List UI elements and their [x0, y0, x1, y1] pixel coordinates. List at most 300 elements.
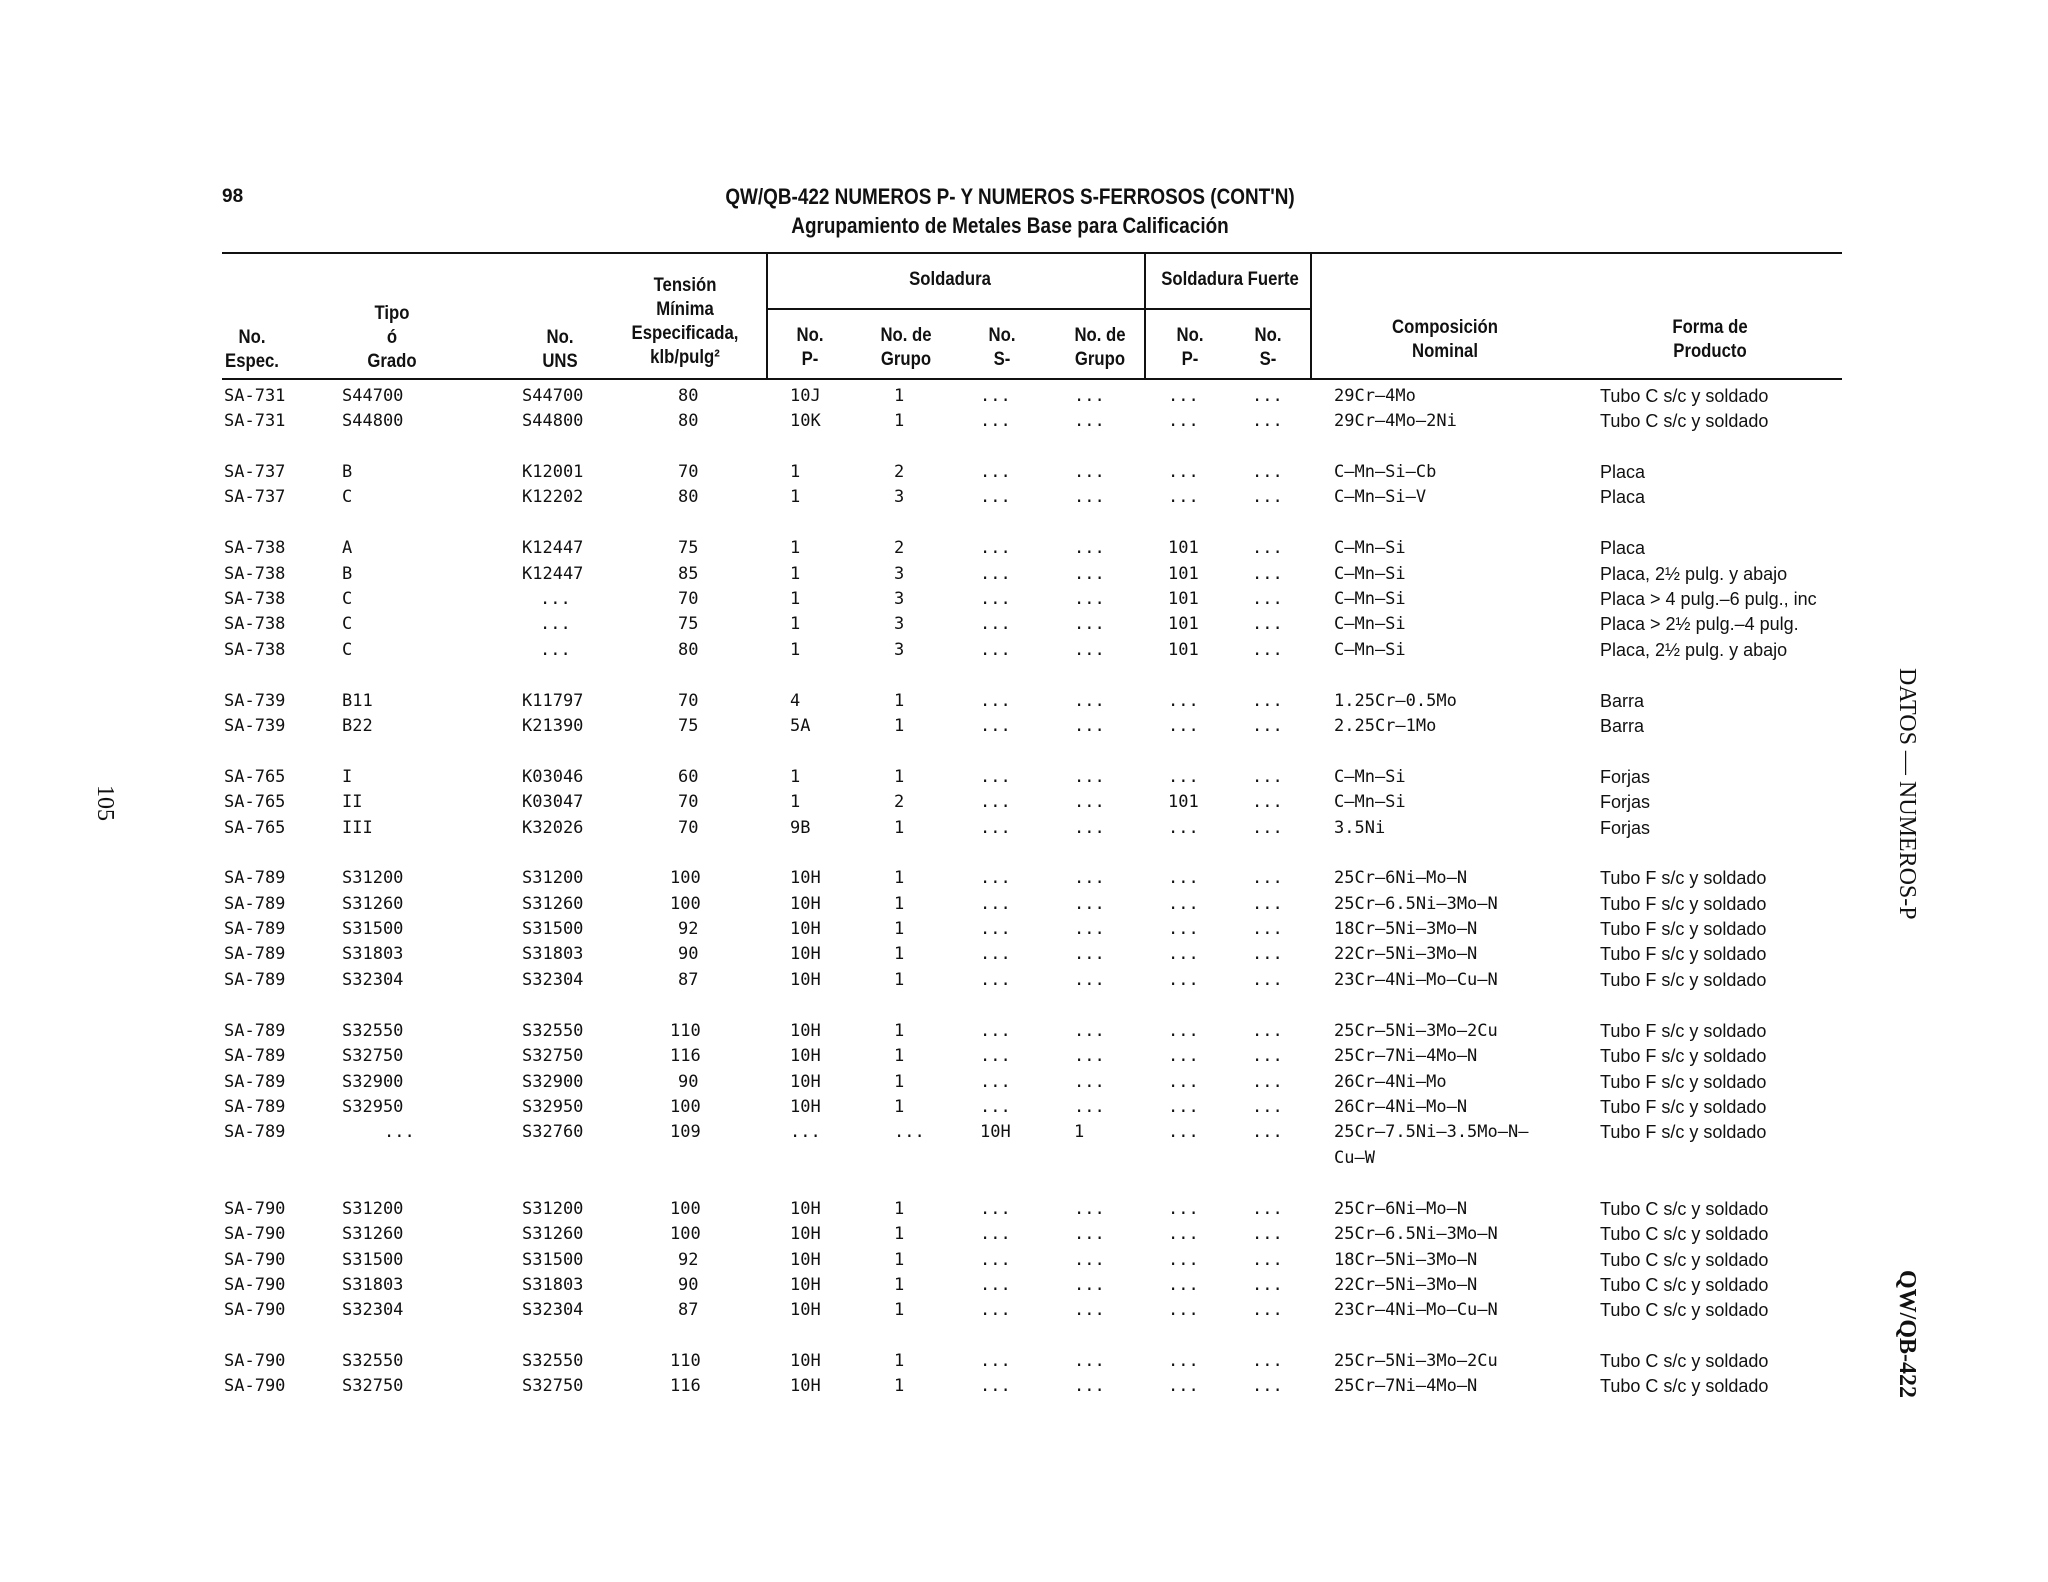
- cell-composition: 25Cr–5Ni–3Mo–2Cu: [1334, 1021, 1498, 1041]
- cell-w-p: 10H: [790, 1072, 821, 1092]
- cell-spec: SA-790: [224, 1199, 286, 1219]
- cell-uns: S32950: [522, 1097, 584, 1117]
- cell-w-sgrp: ...: [1074, 691, 1105, 711]
- cell-w-s: ...: [980, 487, 1011, 507]
- cell-uns: K12202: [522, 487, 584, 507]
- cell-spec: SA-789: [224, 1097, 286, 1117]
- vrule-1: [766, 252, 768, 378]
- cell-w-p: ...: [790, 1122, 821, 1142]
- cell-tensile: 92: [678, 919, 699, 939]
- cell-w-s: ...: [980, 386, 1011, 406]
- cell-grade: S32750: [342, 1046, 404, 1066]
- cell-b-p: ...: [1168, 894, 1199, 914]
- cell-spec: SA-789: [224, 1122, 286, 1142]
- cell-w-grp: 3: [894, 487, 905, 507]
- cell-b-p: ...: [1168, 818, 1199, 838]
- cell-w-p: 10H: [790, 970, 821, 990]
- cell-tensile: 75: [678, 614, 699, 634]
- cell-b-p: 101: [1168, 640, 1199, 660]
- cell-uns: S32900: [522, 1072, 584, 1092]
- side-page-number: 105: [92, 785, 118, 821]
- cell-b-s: ...: [1252, 640, 1283, 660]
- cell-composition: C–Mn–Si: [1334, 614, 1406, 634]
- cell-grade: C: [342, 614, 353, 634]
- cell-composition: C–Mn–Si: [1334, 767, 1406, 787]
- cell-w-sgrp: ...: [1074, 818, 1105, 838]
- cell-w-grp: 1: [894, 691, 905, 711]
- cell-w-p: 10H: [790, 1351, 821, 1371]
- cell-w-s: ...: [980, 1097, 1011, 1117]
- cell-grade: S31500: [342, 919, 404, 939]
- cell-form: Tubo C s/c y soldado: [1600, 1300, 1769, 1320]
- cell-w-s: ...: [980, 1300, 1011, 1320]
- cell-w-sgrp: ...: [1074, 1376, 1105, 1396]
- cell-tensile: 100: [670, 868, 701, 888]
- cell-w-sgrp: ...: [1074, 411, 1105, 431]
- cell-grade: III: [342, 818, 373, 838]
- cell-tensile: 100: [670, 1199, 701, 1219]
- cell-form: Placa: [1600, 538, 1646, 558]
- header-tensile: Tensión Mínima Especificada, klb/pulg²: [631, 275, 739, 368]
- cell-w-p: 1: [790, 792, 801, 812]
- cell-tensile: 100: [670, 894, 701, 914]
- cell-w-s: ...: [980, 1250, 1011, 1270]
- cell-spec: SA-738: [224, 564, 286, 584]
- cell-composition: 26Cr–4Ni–Mo: [1334, 1072, 1447, 1092]
- cell-b-s: ...: [1252, 1199, 1283, 1219]
- cell-form: Tubo C s/c y soldado: [1600, 386, 1769, 406]
- cell-w-grp: 1: [894, 970, 905, 990]
- cell-uns: ...: [540, 589, 571, 609]
- cell-b-p: ...: [1168, 462, 1199, 482]
- cell-spec: SA-731: [224, 386, 286, 406]
- cell-w-grp: 1: [894, 1376, 905, 1396]
- header-uns: No. UNS: [542, 327, 578, 372]
- cell-b-p: ...: [1168, 1351, 1199, 1371]
- cell-b-p: ...: [1168, 1376, 1199, 1396]
- cell-uns: K12447: [522, 538, 584, 558]
- header-welding: Soldadura: [909, 269, 991, 290]
- cell-tensile: 80: [678, 386, 699, 406]
- cell-w-grp: 1: [894, 1097, 905, 1117]
- cell-form: Tubo F s/c y soldado: [1600, 894, 1767, 914]
- cell-tensile: 90: [678, 1275, 699, 1295]
- cell-w-grp: 1: [894, 411, 905, 431]
- cell-composition: C–Mn–Si–Cb: [1334, 462, 1437, 482]
- cell-b-p: ...: [1168, 411, 1199, 431]
- cell-w-p: 10H: [790, 1021, 821, 1041]
- cell-composition: 25Cr–6.5Ni–3Mo–N: [1334, 894, 1498, 914]
- cell-uns: S31260: [522, 1224, 584, 1244]
- cell-b-s: ...: [1252, 792, 1283, 812]
- cell-w-grp: 3: [894, 640, 905, 660]
- cell-w-sgrp: ...: [1074, 462, 1105, 482]
- cell-b-s: ...: [1252, 411, 1283, 431]
- cell-w-sgrp: ...: [1074, 919, 1105, 939]
- cell-composition: 22Cr–5Ni–3Mo–N: [1334, 1275, 1478, 1295]
- cell-w-p: 1: [790, 767, 801, 787]
- cell-spec: SA-789: [224, 919, 286, 939]
- cell-w-grp: 3: [894, 564, 905, 584]
- cell-w-grp: 1: [894, 1046, 905, 1066]
- cell-w-s: ...: [980, 919, 1011, 939]
- cell-spec: SA-737: [224, 462, 286, 482]
- cell-form: Placa: [1600, 462, 1646, 482]
- cell-composition: 1.25Cr–0.5Mo: [1334, 691, 1457, 711]
- cell-grade: C: [342, 640, 353, 660]
- header-w-sgrp: No. de Grupo: [1074, 325, 1126, 370]
- cell-form: Forjas: [1600, 818, 1651, 838]
- cell-w-s: ...: [980, 1046, 1011, 1066]
- cell-b-p: ...: [1168, 1250, 1199, 1270]
- cell-b-s: ...: [1252, 1376, 1283, 1396]
- cell-form: Tubo F s/c y soldado: [1600, 970, 1767, 990]
- header-b-s: No. S-: [1254, 325, 1282, 370]
- cell-uns: S31500: [522, 1250, 584, 1270]
- cell-b-s: ...: [1252, 589, 1283, 609]
- cell-grade: S32550: [342, 1021, 404, 1041]
- cell-uns: S32304: [522, 1300, 584, 1320]
- cell-tensile: 70: [678, 691, 699, 711]
- cell-tensile: 80: [678, 487, 699, 507]
- cell-w-s: ...: [980, 1072, 1011, 1092]
- cell-uns: K32026: [522, 818, 584, 838]
- cell-w-grp: 1: [894, 818, 905, 838]
- top-rule: [222, 252, 1842, 254]
- cell-composition: 23Cr–4Ni–Mo–Cu–N: [1334, 1300, 1498, 1320]
- cell-w-s: ...: [980, 564, 1011, 584]
- cell-w-grp: 1: [894, 1224, 905, 1244]
- cell-uns: S31260: [522, 894, 584, 914]
- cell-composition: 29Cr–4Mo–2Ni: [1334, 411, 1457, 431]
- cell-w-s: ...: [980, 691, 1011, 711]
- cell-w-grp: 3: [894, 589, 905, 609]
- cell-uns: ...: [540, 614, 571, 634]
- cell-w-s: ...: [980, 589, 1011, 609]
- cell-w-p: 10H: [790, 868, 821, 888]
- cell-form: Placa > 4 pulg.–6 pulg., inc: [1600, 589, 1817, 609]
- cell-b-p: ...: [1168, 944, 1199, 964]
- cell-w-sgrp: ...: [1074, 894, 1105, 914]
- cell-w-grp: 1: [894, 1199, 905, 1219]
- cell-w-s: ...: [980, 411, 1011, 431]
- cell-w-p: 10H: [790, 919, 821, 939]
- cell-spec: SA-790: [224, 1275, 286, 1295]
- cell-w-p: 10H: [790, 1199, 821, 1219]
- cell-w-s: ...: [980, 1199, 1011, 1219]
- cell-form: Barra: [1600, 691, 1645, 711]
- cell-spec: SA-738: [224, 538, 286, 558]
- cell-tensile: 116: [670, 1376, 701, 1396]
- vrule-3: [1310, 252, 1312, 378]
- cell-w-s: ...: [980, 1224, 1011, 1244]
- cell-b-s: ...: [1252, 894, 1283, 914]
- cell-b-s: ...: [1252, 944, 1283, 964]
- cell-spec: SA-789: [224, 970, 286, 990]
- cell-w-p: 1: [790, 589, 801, 609]
- header-brazing: Soldadura Fuerte: [1161, 269, 1299, 290]
- cell-w-sgrp: ...: [1074, 614, 1105, 634]
- cell-form: Tubo C s/c y soldado: [1600, 1376, 1769, 1396]
- cell-form: Tubo F s/c y soldado: [1600, 1072, 1767, 1092]
- cell-w-p: 10H: [790, 1046, 821, 1066]
- cell-form: Tubo C s/c y soldado: [1600, 411, 1769, 431]
- cell-w-sgrp: ...: [1074, 767, 1105, 787]
- cell-w-sgrp: ...: [1074, 1021, 1105, 1041]
- cell-spec: SA-738: [224, 640, 286, 660]
- page-title: QW/QB-422 NUMEROS P- Y NUMEROS S-FERROSOS (CONT'N): [725, 184, 1295, 209]
- cell-w-sgrp: ...: [1074, 1300, 1105, 1320]
- cell-grade: S32550: [342, 1351, 404, 1371]
- cell-uns: ...: [540, 640, 571, 660]
- cell-composition: 18Cr–5Ni–3Mo–N: [1334, 919, 1478, 939]
- cell-w-grp: 1: [894, 1021, 905, 1041]
- cell-w-grp: 1: [894, 944, 905, 964]
- cell-composition: C–Mn–Si: [1334, 564, 1406, 584]
- cell-b-p: ...: [1168, 1122, 1199, 1142]
- cell-spec: SA-789: [224, 1021, 286, 1041]
- cell-form: Tubo F s/c y soldado: [1600, 1021, 1767, 1041]
- cell-grade: S32900: [342, 1072, 404, 1092]
- cell-uns: K03046: [522, 767, 584, 787]
- cell-w-grp: 1: [894, 868, 905, 888]
- cell-w-sgrp: ...: [1074, 1351, 1105, 1371]
- cell-tensile: 70: [678, 818, 699, 838]
- cell-w-sgrp: ...: [1074, 487, 1105, 507]
- cell-w-p: 10H: [790, 1300, 821, 1320]
- cell-grade: S31803: [342, 944, 404, 964]
- cell-spec: SA-739: [224, 716, 286, 736]
- cell-uns: S31803: [522, 1275, 584, 1295]
- cell-grade: A: [342, 538, 353, 558]
- cell-uns: S32550: [522, 1351, 584, 1371]
- cell-uns: K21390: [522, 716, 584, 736]
- cell-w-s: ...: [980, 767, 1011, 787]
- cell-w-s: ...: [980, 970, 1011, 990]
- cell-b-s: ...: [1252, 868, 1283, 888]
- cell-tensile: 100: [670, 1224, 701, 1244]
- cell-spec: SA-789: [224, 1046, 286, 1066]
- header-w-grp: No. de Grupo: [880, 325, 932, 370]
- cell-b-p: ...: [1168, 386, 1199, 406]
- header-bottom-rule: [222, 378, 1842, 380]
- cell-grade: B11: [342, 691, 373, 711]
- cell-w-s: ...: [980, 818, 1011, 838]
- cell-tensile: 80: [678, 640, 699, 660]
- cell-tensile: 110: [670, 1351, 701, 1371]
- cell-w-p: 10K: [790, 411, 821, 431]
- cell-w-grp: 1: [894, 386, 905, 406]
- cell-tensile: 80: [678, 411, 699, 431]
- cell-composition: 22Cr–5Ni–3Mo–N: [1334, 944, 1478, 964]
- side-section-code: QW/QB-422: [1894, 1270, 1920, 1399]
- cell-form: Tubo F s/c y soldado: [1600, 919, 1767, 939]
- cell-composition: 25Cr–6.5Ni–3Mo–N: [1334, 1224, 1498, 1244]
- cell-composition: C–Mn–Si: [1334, 538, 1406, 558]
- cell-spec: SA-765: [224, 767, 286, 787]
- cell-uns: K12001: [522, 462, 584, 482]
- cell-composition: 25Cr–7.5Ni–3.5Mo–N–: [1334, 1122, 1529, 1142]
- group-rule-brazing: [1144, 308, 1310, 310]
- cell-grade: C: [342, 487, 353, 507]
- cell-w-sgrp: ...: [1074, 564, 1105, 584]
- cell-form: Placa > 2½ pulg.–4 pulg.: [1600, 614, 1799, 634]
- cell-uns: S31200: [522, 1199, 584, 1219]
- cell-w-grp: 1: [894, 919, 905, 939]
- cell-b-s: ...: [1252, 1275, 1283, 1295]
- cell-w-s: ...: [980, 716, 1011, 736]
- cell-tensile: 109: [670, 1122, 701, 1142]
- cell-w-sgrp: ...: [1074, 1224, 1105, 1244]
- cell-w-p: 10H: [790, 1224, 821, 1244]
- cell-composition: C–Mn–Si–V: [1334, 487, 1427, 507]
- cell-b-s: ...: [1252, 1351, 1283, 1371]
- cell-w-sgrp: ...: [1074, 589, 1105, 609]
- cell-w-p: 10H: [790, 894, 821, 914]
- cell-w-grp: 1: [894, 1275, 905, 1295]
- cell-b-p: 101: [1168, 589, 1199, 609]
- cell-form: Tubo C s/c y soldado: [1600, 1250, 1769, 1270]
- cell-uns: S31500: [522, 919, 584, 939]
- cell-b-s: ...: [1252, 919, 1283, 939]
- cell-w-s: ...: [980, 868, 1011, 888]
- cell-w-p: 9B: [790, 818, 811, 838]
- cell-b-s: ...: [1252, 538, 1283, 558]
- cell-b-s: ...: [1252, 691, 1283, 711]
- cell-w-s: ...: [980, 1376, 1011, 1396]
- cell-w-sgrp: ...: [1074, 1097, 1105, 1117]
- cell-composition: 18Cr–5Ni–3Mo–N: [1334, 1250, 1478, 1270]
- cell-form: Tubo C s/c y soldado: [1600, 1224, 1769, 1244]
- cell-w-grp: 2: [894, 462, 905, 482]
- cell-form: Tubo C s/c y soldado: [1600, 1199, 1769, 1219]
- cell-w-s: ...: [980, 792, 1011, 812]
- cell-composition: 25Cr–5Ni–3Mo–2Cu: [1334, 1351, 1498, 1371]
- cell-b-s: ...: [1252, 564, 1283, 584]
- cell-w-grp: 1: [894, 1250, 905, 1270]
- cell-grade: S44800: [342, 411, 404, 431]
- cell-w-sgrp: ...: [1074, 1199, 1105, 1219]
- header-b-p: No. P-: [1176, 325, 1204, 370]
- cell-spec: SA-789: [224, 944, 286, 964]
- cell-w-sgrp: ...: [1074, 716, 1105, 736]
- cell-grade: S31500: [342, 1250, 404, 1270]
- cell-uns: K03047: [522, 792, 584, 812]
- cell-form: Placa, 2½ pulg. y abajo: [1600, 640, 1788, 660]
- cell-composition: C–Mn–Si: [1334, 589, 1406, 609]
- cell-w-p: 10H: [790, 1250, 821, 1270]
- cell-tensile: 87: [678, 970, 699, 990]
- cell-b-p: ...: [1168, 1224, 1199, 1244]
- cell-grade: B: [342, 564, 353, 584]
- cell-tensile: 110: [670, 1021, 701, 1041]
- cell-uns: S44800: [522, 411, 584, 431]
- cell-b-p: ...: [1168, 487, 1199, 507]
- cell-composition: 25Cr–7Ni–4Mo–N: [1334, 1046, 1478, 1066]
- cell-form: Tubo F s/c y soldado: [1600, 1046, 1767, 1066]
- cell-tensile: 70: [678, 589, 699, 609]
- cell-uns: S32550: [522, 1021, 584, 1041]
- cell-b-s: ...: [1252, 1072, 1283, 1092]
- cell-grade: II: [342, 792, 363, 812]
- cell-spec: SA-789: [224, 894, 286, 914]
- cell-spec: SA-731: [224, 411, 286, 431]
- cell-b-p: ...: [1168, 970, 1199, 990]
- cell-b-s: ...: [1252, 716, 1283, 736]
- cell-b-p: ...: [1168, 1300, 1199, 1320]
- cell-form: Tubo C s/c y soldado: [1600, 1351, 1769, 1371]
- cell-b-s: ...: [1252, 487, 1283, 507]
- cell-w-sgrp: ...: [1074, 640, 1105, 660]
- cell-tensile: 75: [678, 538, 699, 558]
- cell-b-p: ...: [1168, 1275, 1199, 1295]
- header-composition: Composición Nominal: [1392, 317, 1498, 362]
- cell-grade: S32304: [342, 970, 404, 990]
- cell-composition: C–Mn–Si: [1334, 640, 1406, 660]
- cell-form: Tubo C s/c y soldado: [1600, 1275, 1769, 1295]
- cell-composition: 25Cr–6Ni–Mo–N: [1334, 868, 1468, 888]
- header-form: Forma de Producto: [1672, 317, 1748, 362]
- cell-w-p: 10H: [790, 1097, 821, 1117]
- cell-form: Barra: [1600, 716, 1645, 736]
- cell-w-grp: ...: [894, 1122, 925, 1142]
- cell-grade: S32750: [342, 1376, 404, 1396]
- cell-uns: S44700: [522, 386, 584, 406]
- cell-w-sgrp: ...: [1074, 970, 1105, 990]
- cell-uns: K12447: [522, 564, 584, 584]
- cell-form: Tubo F s/c y soldado: [1600, 1122, 1767, 1142]
- cell-composition: 29Cr–4Mo: [1334, 386, 1416, 406]
- cell-form: Tubo F s/c y soldado: [1600, 1097, 1767, 1117]
- cell-grade: C: [342, 589, 353, 609]
- page-number: 98: [222, 186, 244, 207]
- cell-w-grp: 1: [894, 1351, 905, 1371]
- cell-b-p: ...: [1168, 1199, 1199, 1219]
- cell-spec: SA-790: [224, 1376, 286, 1396]
- cell-w-sgrp: ...: [1074, 944, 1105, 964]
- cell-b-s: ...: [1252, 767, 1283, 787]
- cell-spec: SA-790: [224, 1224, 286, 1244]
- cell-uns: K11797: [522, 691, 584, 711]
- cell-b-s: ...: [1252, 1097, 1283, 1117]
- cell-composition: 26Cr–4Ni–Mo–N: [1334, 1097, 1468, 1117]
- cell-grade: S44700: [342, 386, 404, 406]
- cell-spec: SA-739: [224, 691, 286, 711]
- cell-b-p: ...: [1168, 868, 1199, 888]
- cell-b-s: ...: [1252, 462, 1283, 482]
- cell-grade: S31200: [342, 1199, 404, 1219]
- cell-w-grp: 2: [894, 792, 905, 812]
- cell-form: Placa: [1600, 487, 1646, 507]
- cell-composition: 2.25Cr–1Mo: [1334, 716, 1437, 736]
- cell-w-p: 4: [790, 691, 801, 711]
- cell-grade: B22: [342, 716, 373, 736]
- cell-w-p: 1: [790, 462, 801, 482]
- cell-b-p: ...: [1168, 1021, 1199, 1041]
- header-w-s: No. S-: [988, 325, 1016, 370]
- cell-composition: 3.5Ni: [1334, 818, 1386, 838]
- cell-b-p: 101: [1168, 538, 1199, 558]
- cell-b-s: ...: [1252, 818, 1283, 838]
- cell-w-p: 1: [790, 487, 801, 507]
- cell-w-s: ...: [980, 1021, 1011, 1041]
- cell-spec: SA-790: [224, 1300, 286, 1320]
- cell-w-s: ...: [980, 1275, 1011, 1295]
- cell-w-s: ...: [980, 462, 1011, 482]
- cell-w-sgrp: ...: [1074, 1072, 1105, 1092]
- cell-w-s: ...: [980, 538, 1011, 558]
- cell-w-grp: 1: [894, 716, 905, 736]
